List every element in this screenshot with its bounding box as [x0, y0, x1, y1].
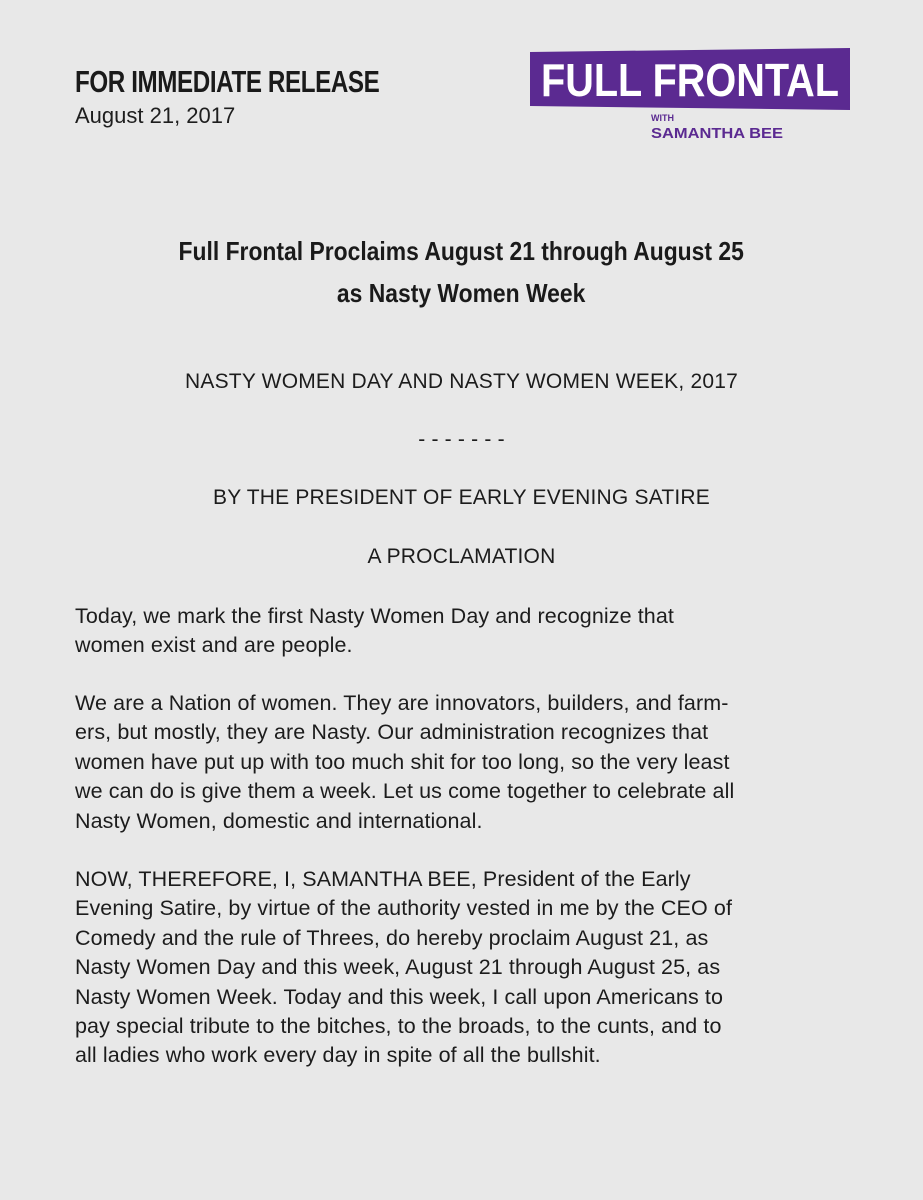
paragraph-3: NOW, THEREFORE, I, SAMANTHA BEE, President of the Early Evening Satire, by virtue of the authority vested in me by the CEO of Comedy and the rule of Threes, do hereby proclaim August 21, as Nasty Women Day and this week, August 21 through August 25, as Nasty Women Week. Today and this week, I call upon Americans to pay special tribute to the bitches, to the broads, to the cunts, and to all ladies who work every day in spite of all the bullshit.: [75, 867, 733, 1068]
headline: [0, 230, 923, 314]
proclamation-title: NASTY WOMEN DAY AND NASTY WOMEN WEEK, 2017: [185, 370, 738, 393]
logo-host: SAMANTHA BEE: [651, 125, 783, 142]
logo-title: FULL FRONTAL: [541, 54, 839, 106]
full-frontal-logo: [529, 46, 851, 146]
logo-with: WITH: [651, 113, 674, 123]
proclamation-kind: A PROCLAMATION: [367, 545, 556, 568]
headline-line-2: as Nasty Women Week: [337, 278, 586, 308]
proclamation-byline: BY THE PRESIDENT OF EARLY EVENING SATIRE: [213, 486, 710, 509]
headline-line-1: Full Frontal Proclaims August 21 through August 25: [178, 236, 745, 266]
release-date: August 21, 2017: [75, 103, 236, 128]
release-label: FOR IMMEDIATE RELEASE: [75, 64, 380, 99]
paragraph-2: We are a Nation of women. They are innovators, builders, and farm- ers, but mostly, they are Nasty. Our administration recognizes that women have put up with too much shit for too long, so the very least we can do is give them a week. Let us come together to celebrate all Nasty Women, domestic and international.: [75, 691, 735, 833]
logo-graphic: [529, 46, 851, 146]
divider: - - - - - - -: [418, 428, 505, 451]
paragraph-1: Today, we mark the first Nasty Women Day and recognize that women exist and are people.: [75, 604, 674, 658]
